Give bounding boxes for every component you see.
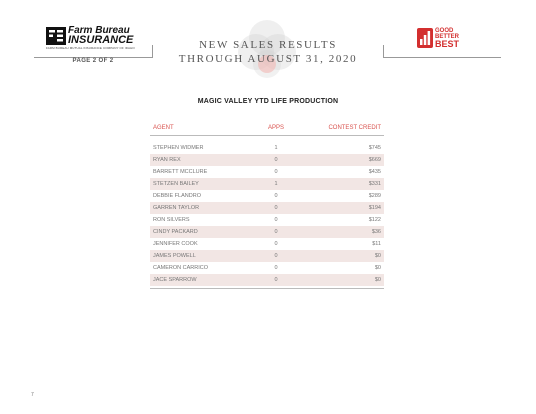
contest-credit: $745	[368, 145, 381, 151]
header-rule-right-tick	[383, 45, 384, 58]
page-label: PAGE 2 OF 2	[72, 58, 114, 64]
brand-name-line1: Farm Bureau	[68, 25, 130, 36]
agent-name: JENNIFER COOK	[153, 241, 198, 247]
apps-count: 0	[274, 253, 278, 259]
apps-count: 0	[274, 205, 278, 211]
agent-name: CAMERON CARRICO	[153, 265, 209, 271]
slogan-line3: BEST	[435, 39, 460, 49]
farm-bureau-logo	[46, 26, 146, 48]
apps-count: 1	[274, 181, 278, 187]
table-row	[150, 238, 384, 250]
slogan-line1: GOOD	[435, 28, 454, 34]
table-row	[150, 262, 384, 274]
agent-name: STEPHEN WIDMER	[153, 145, 204, 151]
table-row	[150, 190, 384, 202]
table-bottom-rule	[150, 288, 384, 289]
contest-credit: $0	[374, 253, 381, 259]
agent-name: GARREN TAYLOR	[153, 205, 200, 211]
apps-count: 0	[274, 241, 278, 247]
apps-count: 0	[274, 217, 278, 223]
good-better-best-logo	[417, 28, 487, 52]
apps-count: 0	[274, 193, 278, 199]
contest-credit: $0	[374, 265, 381, 271]
agent-name: RYAN REX	[153, 157, 181, 163]
contest-credit: $669	[368, 157, 381, 163]
apps-count: 0	[274, 229, 278, 235]
apps-count: 0	[274, 265, 278, 271]
contest-credit: $435	[368, 169, 381, 175]
table-row	[150, 226, 384, 238]
column-header-apps: APPS	[267, 125, 284, 131]
agent-name: BARRETT MCCLURE	[153, 169, 208, 175]
contest-credit: $36	[371, 229, 381, 235]
production-table	[150, 124, 384, 289]
section-title: MAGIC VALLEY YTD LIFE PRODUCTION	[197, 98, 339, 105]
report-title-line2: THROUGH AUGUST 31, 2020	[178, 53, 358, 65]
brand-tagline: FARM BUREAU MUTUAL INSURANCE COMPANY OF IDAHO	[46, 46, 135, 50]
page-header	[0, 0, 536, 80]
report-title-line1: NEW SALES RESULTS	[199, 39, 337, 51]
apps-count: 0	[274, 157, 278, 163]
header-rule-right	[383, 57, 501, 58]
agent-name: DEBBIE FLANDRO	[153, 193, 201, 199]
table-row	[150, 250, 384, 262]
header-rule-left-tick	[152, 45, 153, 58]
contest-credit: $0	[374, 277, 381, 283]
contest-credit: $11	[372, 241, 381, 247]
slogan-line2: BETTER	[435, 34, 459, 40]
brand-name-line2: INSURANCE	[68, 34, 134, 46]
table-row	[150, 178, 384, 190]
contest-credit: $331	[368, 181, 381, 187]
table-row	[150, 202, 384, 214]
page-number: 7	[31, 392, 34, 398]
good-better-best-mark-icon	[417, 28, 433, 48]
farm-bureau-mark-icon	[46, 27, 66, 45]
agent-name: CINDY PACKARD	[153, 229, 198, 235]
column-header-credit: CONTEST CREDIT	[328, 125, 381, 131]
table-row	[150, 154, 384, 166]
table-header	[150, 124, 384, 136]
contest-credit: $194	[368, 205, 381, 211]
table-row	[150, 214, 384, 226]
apps-count: 0	[274, 169, 278, 175]
agent-name: JACE SPARROW	[153, 277, 197, 283]
agent-name: RON SILVERS	[153, 217, 190, 223]
agent-name: JAMES POWELL	[153, 253, 196, 259]
table-row	[150, 274, 384, 286]
table-row	[150, 166, 384, 178]
contest-credit: $289	[368, 193, 381, 199]
table-row	[150, 142, 384, 154]
agent-name: STETZEN BAILEY	[153, 181, 199, 187]
column-header-agent: AGENT	[153, 125, 174, 131]
apps-count: 0	[274, 277, 278, 283]
apps-count: 1	[274, 145, 278, 151]
contest-credit: $122	[368, 217, 381, 223]
